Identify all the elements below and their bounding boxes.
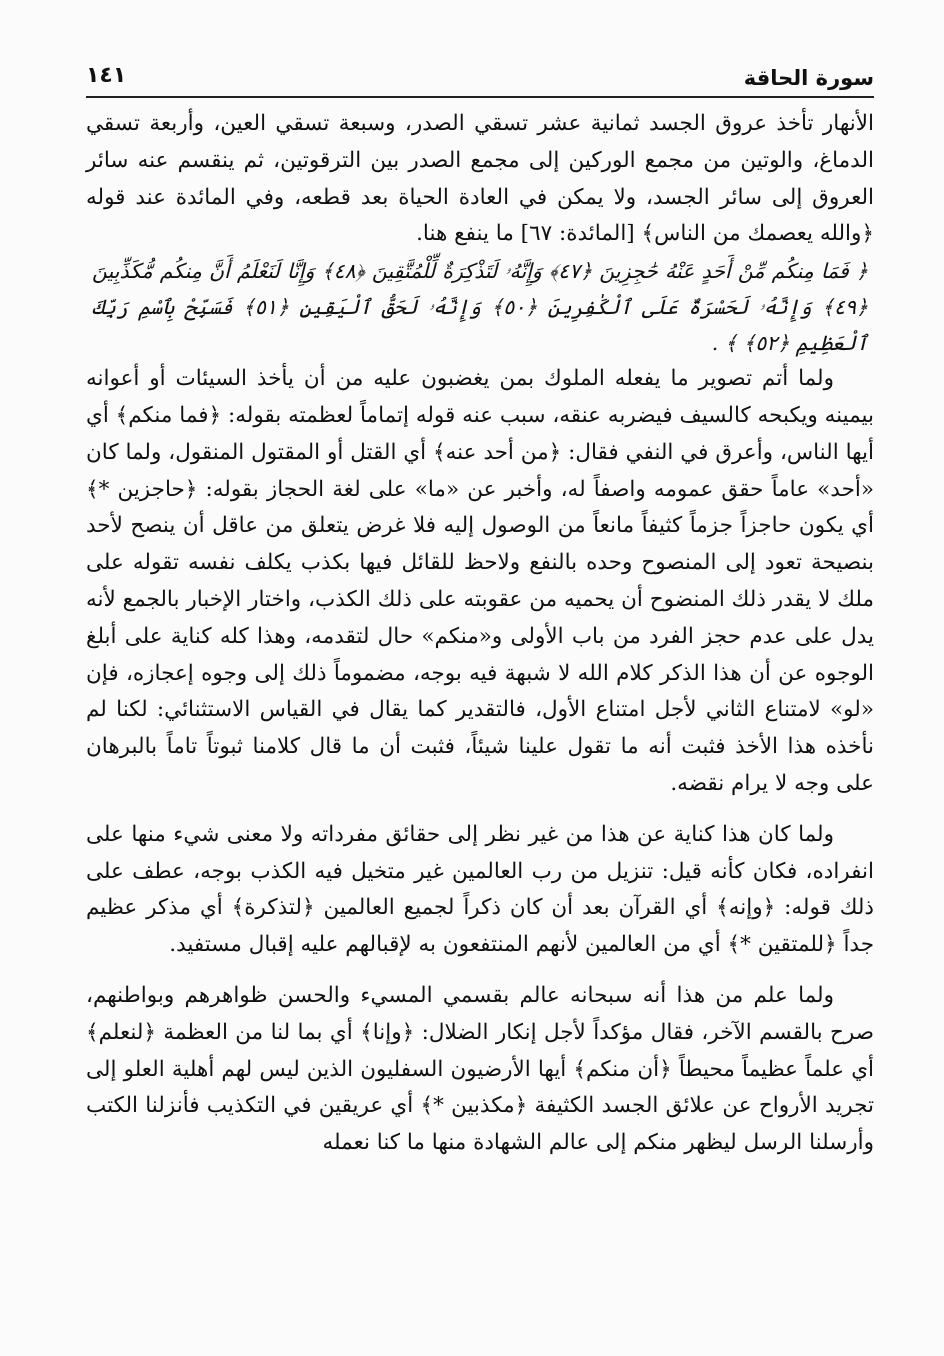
paragraph-1: الأنهار تأخذ عروق الجسد ثمانية عشر تسقي الصدر، وسبعة تسقي العين، وأربعة تسقي الدماغ، والوتين من مجمع الوركين إلى مجمع الصدر بين الترقوتين، ثم ينقسم عنه سائر العروق إلى سائر الجسد، ولا يمكن في العادة الحياة بعد قطعه، وفي المائدة عند قوله ﴿والله يعصمك من الناس﴾ [المائدة: ٦٧] ما ينفع هنا. xyxy=(86,111,874,247)
quran-verses: ﴿ فَمَا مِنكُم مِّنْ أَحَدٍ عَنْهُ حَٰجِزِينَ ﴿٤٧﴾ وَإِنَّهُۥ لَتَذْكِرَةٌ لِّلْمُتَّقِينَ ﴿٤٨﴾ وَإِنَّا لَنَعْلَمُ أَنَّ مِنكُم مُّكَذِّبِينَ ﴿٤٩﴾ وَإِنَّهُۥ لَحَسْرَةٌ عَلَى ٱلْكَٰفِرِينَ ﴿٥٠﴾ وَإِنَّهُۥ لَحَقُّ ٱلْيَقِينِ ﴿٥١﴾ فَسَبِّحْ بِٱسْمِ رَبِّكَ ٱلْعَظِيمِ ﴿٥٢﴾ ﴾ . xyxy=(92,259,868,356)
page-number: ١٤١ xyxy=(86,63,127,88)
page-body xyxy=(86,106,874,1162)
surah-title: سورة الحاقة xyxy=(743,66,874,90)
paragraph-gap xyxy=(86,964,874,978)
page-header xyxy=(86,52,874,98)
paragraph-3: ولما كان هذا كناية عن هذا من غير نظر إلى حقائق مفرداته ولا معنى شيء منها على انفراده، فكان كأنه قيل: تنزيل من رب العالمين غير متخيل فيه الكذب بوجه، عطف على ذلك قوله: ﴿وإنه﴾ أي القرآن بعد أن كان ذكراً لجميع العالمين ﴿لتذكرة﴾ أي مذكر عظيم جداً ﴿للمتقين *﴾ أي من العالمين لأنهم المنتفعون به لإقبالهم عليه إقبال مستفيد. xyxy=(86,821,874,958)
paragraph-4: ولما علم من هذا أنه سبحانه عالم بقسمي المسيء والحسن ظواهرهم وبواطنهم، صرح بالقسم الآخر، فقال مؤكداً لأجل إنكار الضلال: ﴿وإنا﴾ أي بما لنا من العظمة ﴿لنعلم﴾ أي علماً عظيماً محيطاً ﴿أن منكم﴾ أيها الأرضيون السفليون الذين ليس لهم أهلية العلو إلى تجريد الأرواح عن علائق الجسد الكثيفة ﴿مكذبين *﴾ أي عريقين في التكذيب فأنزلنا الكتب وأرسلنا الرسل ليظهر منكم إلى عالم الشهادة منها ما كنا نعمله xyxy=(86,982,874,1156)
paragraph-2: ولما أتم تصوير ما يفعله الملوك بمن يغضبون عليه من أن يأخذ السيئات أو أعوانه بيمينه ويكبحه كالسيف فيضربه عنقه، سبب عنه قوله إتماماً لعظمته بقوله: ﴿فما منكم﴾ أي أيها الناس، وأعرق في النفي فقال: ﴿من أحد عنه﴾ أي القتل أو المقتول المنقول، ولما كان «أحد» عاماً حقق عمومه واصفاً له، وأخبر عن «ما» على لغة الحجاز بقوله: ﴿حاجزين *﴾ أي يكون حاجزاً جزماً كثيفاً مانعاً من الوصول إليه فلا غرض يتعلق من عاقل أن ينصح لأحد بنصيحة تعود إلى المنصوح وحده بالنفع ولاحظ للقائل فيها بكذب يكلف نفسه تقوله على ملك لا يقدر ذلك المنضوح أن يحميه من عقوبته على ذلك الكذب، واختار الإخبار بالجمع لأنه يدل على عدم حجز الفرد من باب الأولى و«منكم» حال لتقدمه، وهذا كله كناية على أبلغ الوجوه عن أن هذا الذكر كلام الله لا شبهة فيه بوجه، مضموماً ذلك إلى وجوه إعجازه، فإن «لو» لامتناع الثاني لأجل امتناع الأول، فالتقدير كما يقال في القياس الاستثنائي: لكنا لم نأخذه هذا الأخذ فثبت أنه ما تقول علينا شيئاً، فثبت أن ما قال كلامنا ثبوتاً تاماً بالبرهان على وجه لا يرام نقضه. xyxy=(86,366,874,796)
paragraph-gap xyxy=(86,803,874,817)
